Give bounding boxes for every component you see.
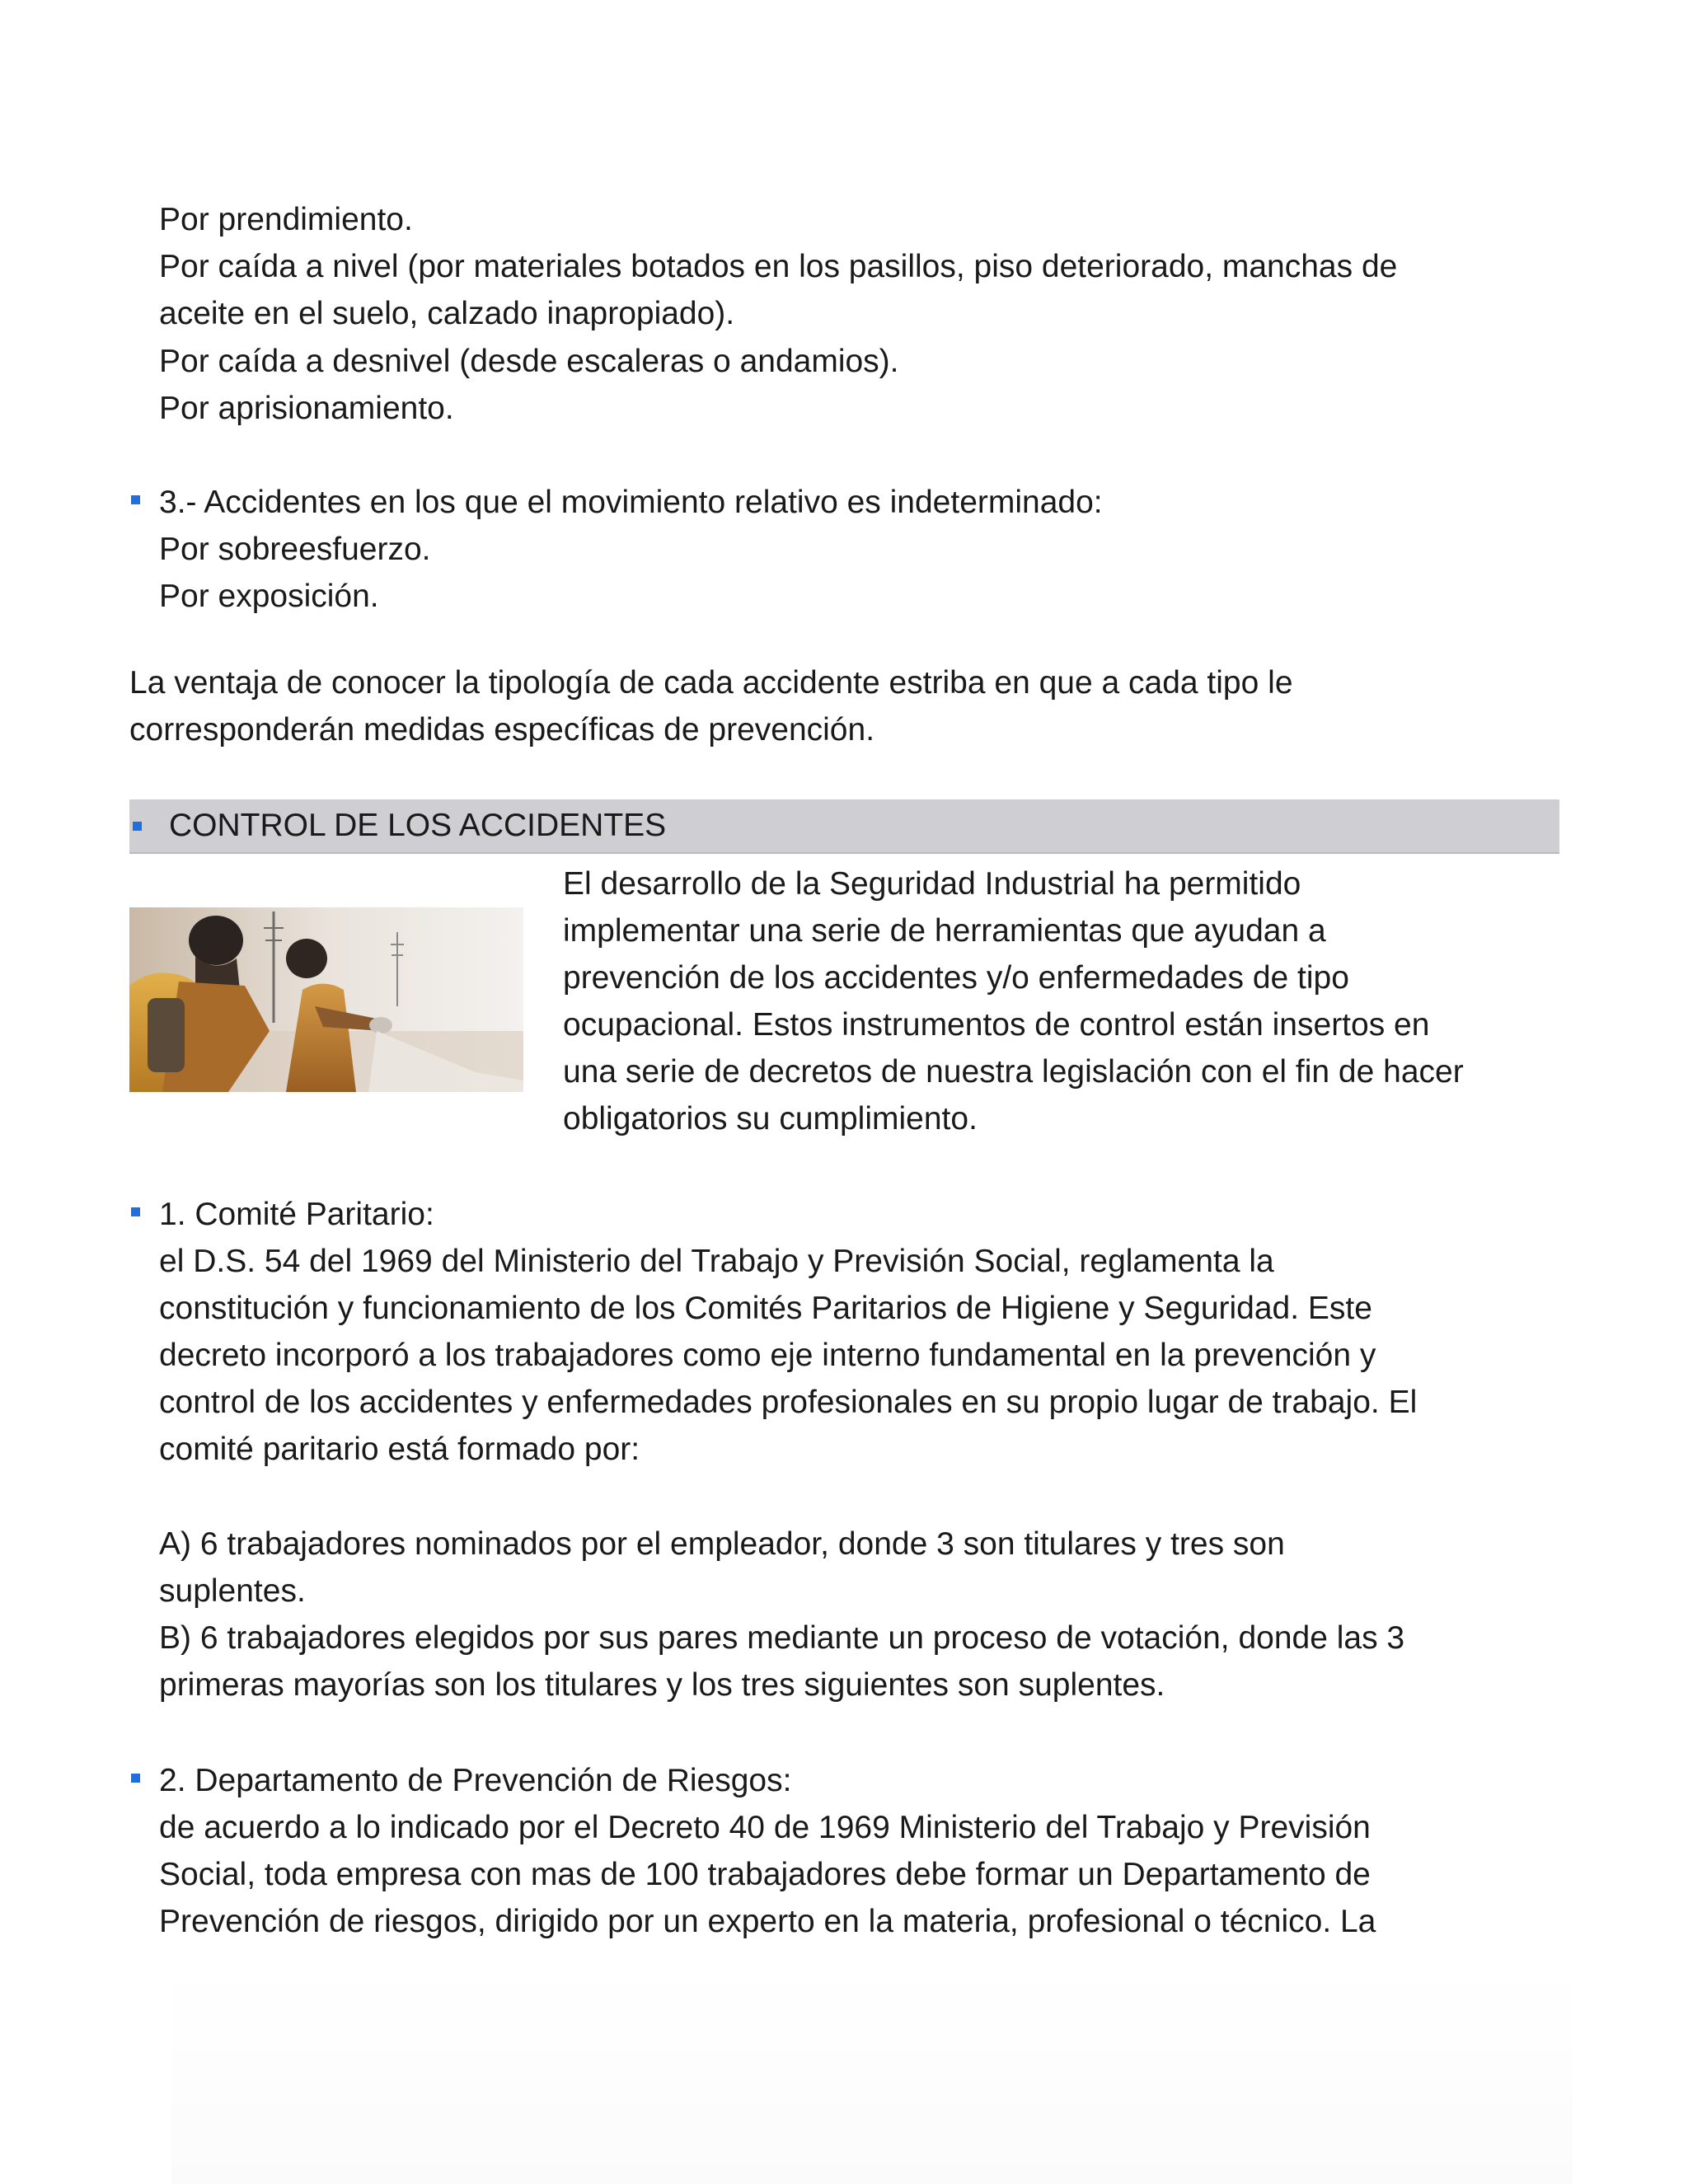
section-header xyxy=(129,799,1559,854)
item3-heading: 3.- Accidentes en los que el movimiento relativo es indeterminado: xyxy=(159,485,1103,520)
comite-item: primeras mayorías son los titulares y los tres siguientes son suplentes. xyxy=(159,1667,1165,1703)
list-item: Por aprisionamiento. xyxy=(159,391,454,426)
departamento-paragraph: Prevención de riesgos, dirigido por un experto en la materia, profesional o técnico. La xyxy=(159,1904,1376,1939)
list-item: Por exposición. xyxy=(159,579,379,614)
list-item: aceite en el suelo, calzado inapropiado). xyxy=(159,296,735,331)
bullet-icon xyxy=(131,1774,140,1783)
comite-paragraph: control de los accidentes y enfermedades profesionales en su propio lugar de trabajo. El xyxy=(159,1385,1418,1420)
comite-paragraph: el D.S. 54 del 1969 del Ministerio del Trabajo y Previsión Social, reglamenta la xyxy=(159,1244,1274,1279)
list-item: Por caída a nivel (por materiales botados en los pasillos, piso deteriorado, manchas de xyxy=(159,249,1398,284)
comite-heading: 1. Comité Paritario: xyxy=(159,1197,434,1232)
comite-item: suplentes. xyxy=(159,1573,306,1609)
section-intro: implementar una serie de herramientas que ayudan a xyxy=(563,913,1326,949)
list-item: Por caída a desnivel (desde escaleras o andamios). xyxy=(159,344,899,379)
bullet-icon xyxy=(131,495,140,504)
section-intro: obligatorios su cumplimiento. xyxy=(563,1101,978,1137)
list-item: Por prendimiento. xyxy=(159,202,413,237)
departamento-heading: 2. Departamento de Prevención de Riesgos: xyxy=(159,1763,792,1798)
section-intro: El desarrollo de la Seguridad Industrial ha permitido xyxy=(563,866,1301,902)
section-intro: una serie de decretos de nuestra legislación con el fin de hacer xyxy=(563,1054,1464,1090)
section-title: CONTROL DE LOS ACCIDENTES xyxy=(169,808,667,843)
section-intro: prevención de los accidentes y/o enfermedades de tipo xyxy=(563,960,1349,996)
summary-paragraph: corresponderán medidas específicas de prevención. xyxy=(129,712,875,748)
firefighters-photo xyxy=(129,907,523,1092)
departamento-paragraph: Social, toda empresa con mas de 100 trabajadores debe formar un Departamento de xyxy=(159,1857,1371,1892)
departamento-paragraph: de acuerdo a lo indicado por el Decreto 40 de 1969 Ministerio del Trabajo y Previsión xyxy=(159,1810,1371,1845)
page-bottom-shade xyxy=(171,1961,1573,2184)
comite-item: A) 6 trabajadores nominados por el empleador, donde 3 son titulares y tres son xyxy=(159,1526,1285,1562)
comite-paragraph: comité paritario está formado por: xyxy=(159,1432,640,1467)
bullet-icon xyxy=(131,1207,140,1216)
summary-paragraph: La ventaja de conocer la tipología de cada accidente estriba en que a cada tipo le xyxy=(129,665,1293,701)
list-item: Por sobreesfuerzo. xyxy=(159,532,431,567)
bullet-icon xyxy=(133,822,142,831)
comite-item: B) 6 trabajadores elegidos por sus pares mediante un proceso de votación, donde las 3 xyxy=(159,1620,1405,1656)
comite-paragraph: constitución y funcionamiento de los Comités Paritarios de Higiene y Seguridad. Este xyxy=(159,1291,1372,1326)
section-intro: ocupacional. Estos instrumentos de control están insertos en xyxy=(563,1007,1430,1043)
comite-paragraph: decreto incorporó a los trabajadores como eje interno fundamental en la prevención y xyxy=(159,1338,1376,1373)
